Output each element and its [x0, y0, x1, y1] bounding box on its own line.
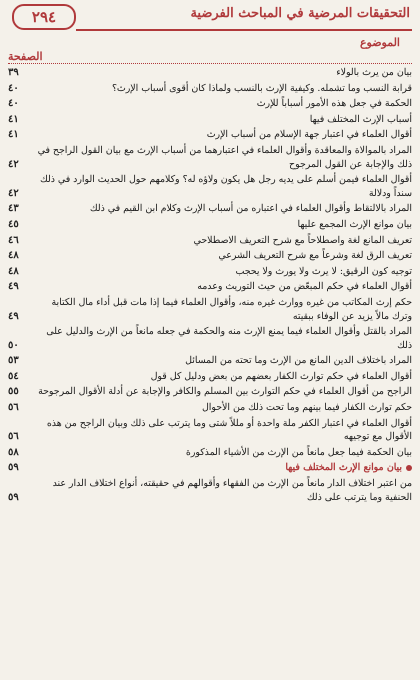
toc-entry-page: ٣٩	[8, 67, 19, 78]
toc-entry-label: المراد بالقتل وأقوال العلماء فيما يمنع الإرث منه والحكمة في جعله مانعاً من الإرث والدليل على ذلك	[46, 326, 412, 351]
toc-entry-text	[36, 66, 412, 80]
page-number: ٢٩٤	[12, 4, 76, 30]
toc-entry-label: حكم توارث الكفار فيما بينهم وما تحت ذلك من الأحوال	[202, 402, 412, 414]
toc-entry-text	[36, 265, 412, 279]
toc-entry	[6, 249, 412, 263]
toc-entry	[6, 325, 412, 352]
toc-entry-page: ٤٨	[8, 250, 19, 262]
toc-entry-label: بيان من يرث بالولاء	[336, 67, 412, 78]
toc-entry-page: ٤٠	[8, 98, 19, 110]
toc-entry-label: المراد باختلاف الدين المانع من الإرث وما تحته من المسائل	[185, 355, 412, 367]
toc-entry	[6, 280, 412, 294]
toc-section-heading	[6, 461, 412, 475]
column-headers	[0, 36, 420, 64]
toc-entry-text	[36, 280, 412, 294]
toc-entry-text	[36, 417, 412, 444]
toc-entry-label: الراجح من أقوال العلماء في حكم التوارث بين المسلم والكافر والإجابة عن أدلة الأقوال المرجوحة	[38, 386, 412, 398]
toc-entry-label: قرابة النسب وما تشمله. وكيفية الإرث بالنسب ولماذا كان أقوى أسباب الإرث؟	[111, 82, 412, 94]
toc-entry-text	[36, 218, 412, 232]
toc-entry-page: ٤٣	[8, 203, 19, 215]
toc-entry	[6, 477, 412, 504]
bullet-icon	[406, 465, 412, 471]
toc-entry-label: أقوال العلماء في حكم المبعّض من حيث التوريث وعدمه	[197, 281, 412, 293]
toc-entry-page: ٥٠	[8, 339, 19, 351]
toc-entry-page: ٥٤	[8, 370, 19, 382]
toc-entry-label: توجيه كون الرقيق: لا يرث ولا يورث ولا يحجب	[235, 265, 412, 277]
column-divider	[8, 63, 412, 64]
toc-entry-page: ٥٩	[8, 491, 19, 503]
toc-entry	[6, 401, 412, 415]
toc-entry-label: بيان موانع الإرث المختلف فيها	[285, 462, 402, 474]
toc-entry-label: أقوال العلماء في اعتبار الكفر ملة واحدة أو مللاً شتى وما يترتب على ذلك وبيان الراجح من هذه الأقوال مع توجيهه	[46, 417, 412, 443]
toc-entry-label: المراد بالالتقاط وأقوال العلماء في اعتباره من أسباب الإرث وكلام ابن القيم في ذلك	[89, 203, 412, 215]
toc-entry	[6, 173, 412, 200]
topic-column-label: الموضوع	[359, 36, 400, 49]
toc-entry	[6, 128, 412, 142]
toc-entry-label: أسباب الإرث المختلف فيها	[309, 113, 412, 125]
toc-entry-page: ٤٨	[8, 265, 19, 277]
toc-entry	[6, 234, 412, 248]
toc-entry	[6, 218, 412, 232]
header-rule	[76, 29, 412, 31]
toc-entry-text	[36, 461, 412, 475]
toc-entry-label: أقوال العلماء في اعتبار جهة الإسلام من أسباب الإرث	[206, 129, 412, 141]
page-header	[0, 0, 420, 34]
toc-entry-text	[36, 446, 412, 460]
toc-entry-text	[36, 325, 412, 352]
toc-entry	[6, 265, 412, 279]
toc-entry-text	[36, 296, 412, 323]
toc-entry-label: أقوال العلماء في حكم توارث الكفار بعضهم من بعض ودليل كل قول	[150, 370, 412, 382]
toc-entry	[6, 113, 412, 127]
toc-entry-label: المراد بالموالاة والمعاقدة وأقوال العلماء في اعتبارهما من أسباب الإرث مع بيان القول الراجح في ذلك والإجابة عن القول المرجوح	[37, 144, 412, 170]
toc-entry	[6, 144, 412, 171]
toc-entry-page: ٥٦	[8, 402, 19, 414]
toc-entry-page: ٤٦	[8, 234, 19, 246]
toc-entry-page: ٥٩	[8, 462, 19, 474]
toc-entry-text	[36, 113, 412, 127]
toc-entry-label: حكم إرث المكاتب من غيره ووارث غيره منه، وأقوال العلماء فيما إذا مات قبل أداء مال الكتابة وترك مالاً يزيد عن الوفاء ببقيته	[51, 296, 412, 322]
toc-entry-label: بيان موانع الإرث المجمع عليها	[297, 218, 412, 230]
toc-entry	[6, 97, 412, 111]
toc-entry	[6, 417, 412, 444]
toc-list	[6, 66, 412, 676]
toc-entry-label: تعريف المانع لغة واصطلاحاً مع شرح التعريف الاصطلاحي	[193, 234, 412, 246]
toc-entry-text	[36, 128, 412, 142]
toc-entry-page: ٥٨	[8, 446, 19, 458]
toc-entry-page: ٤١	[8, 113, 19, 125]
toc-entry	[6, 370, 412, 384]
toc-entry-text	[36, 97, 412, 111]
toc-entry-page: ٥٦	[8, 431, 19, 443]
toc-entry-page: ٤٥	[8, 218, 19, 230]
toc-entry-text	[36, 385, 412, 399]
toc-entry-text	[36, 370, 412, 384]
toc-entry	[6, 202, 412, 216]
page-column-label: الصفحة	[8, 50, 43, 63]
toc-entry-page: ٤٩	[8, 281, 19, 293]
toc-entry-page: ٤٠	[8, 82, 19, 94]
running-title: التحقيقات المرضية في المباحث الفرضية	[190, 6, 410, 21]
toc-entry-label: الحكمة في جعل هذه الأمور أسباباً للإرث	[256, 98, 412, 110]
toc-entry-text	[36, 82, 412, 96]
toc-entry-text	[36, 354, 412, 368]
toc-entry-text	[36, 401, 412, 415]
toc-entry-text	[36, 144, 412, 171]
toc-entry-page: ٤٢	[8, 158, 19, 170]
toc-entry-text	[36, 249, 412, 263]
toc-entry-page: ٤٢	[8, 187, 19, 199]
toc-entry-page: ٤١	[8, 129, 19, 141]
toc-entry	[6, 446, 412, 460]
toc-entry-label: من اعتبر اختلاف الدار مانعاً من الإرث من الفقهاء وأقوالهم في حقيقته، أنواع اختلاف الدار عند الحنفية وما يترتب على ذلك	[52, 478, 412, 503]
toc-entry-page: ٤٩	[8, 310, 19, 322]
toc-entry-label: أقوال العلماء فيمن أسلم على يديه رجل هل يكون ولاؤه له؟ وكلامهم حول الحديث الوارد في ذلك سنداً ودلالة	[39, 174, 412, 199]
toc-entry-text	[36, 202, 412, 216]
toc-entry	[6, 296, 412, 323]
toc-entry-text	[36, 234, 412, 248]
toc-entry-page: ٥٥	[8, 386, 19, 398]
toc-entry-text	[36, 173, 412, 200]
toc-entry-label: بيان الحكمة فيما جعل مانعاً من الإرث من الأشياء المذكورة	[185, 446, 412, 458]
toc-entry	[6, 354, 412, 368]
toc-entry-page: ٥٣	[8, 355, 19, 367]
toc-entry-label: تعريف الرق لغة وشرعاً مع شرح التعريف الشرعي	[218, 250, 412, 262]
toc-entry	[6, 82, 412, 96]
toc-entry	[6, 385, 412, 399]
toc-entry-text	[36, 477, 412, 504]
toc-entry	[6, 66, 412, 80]
